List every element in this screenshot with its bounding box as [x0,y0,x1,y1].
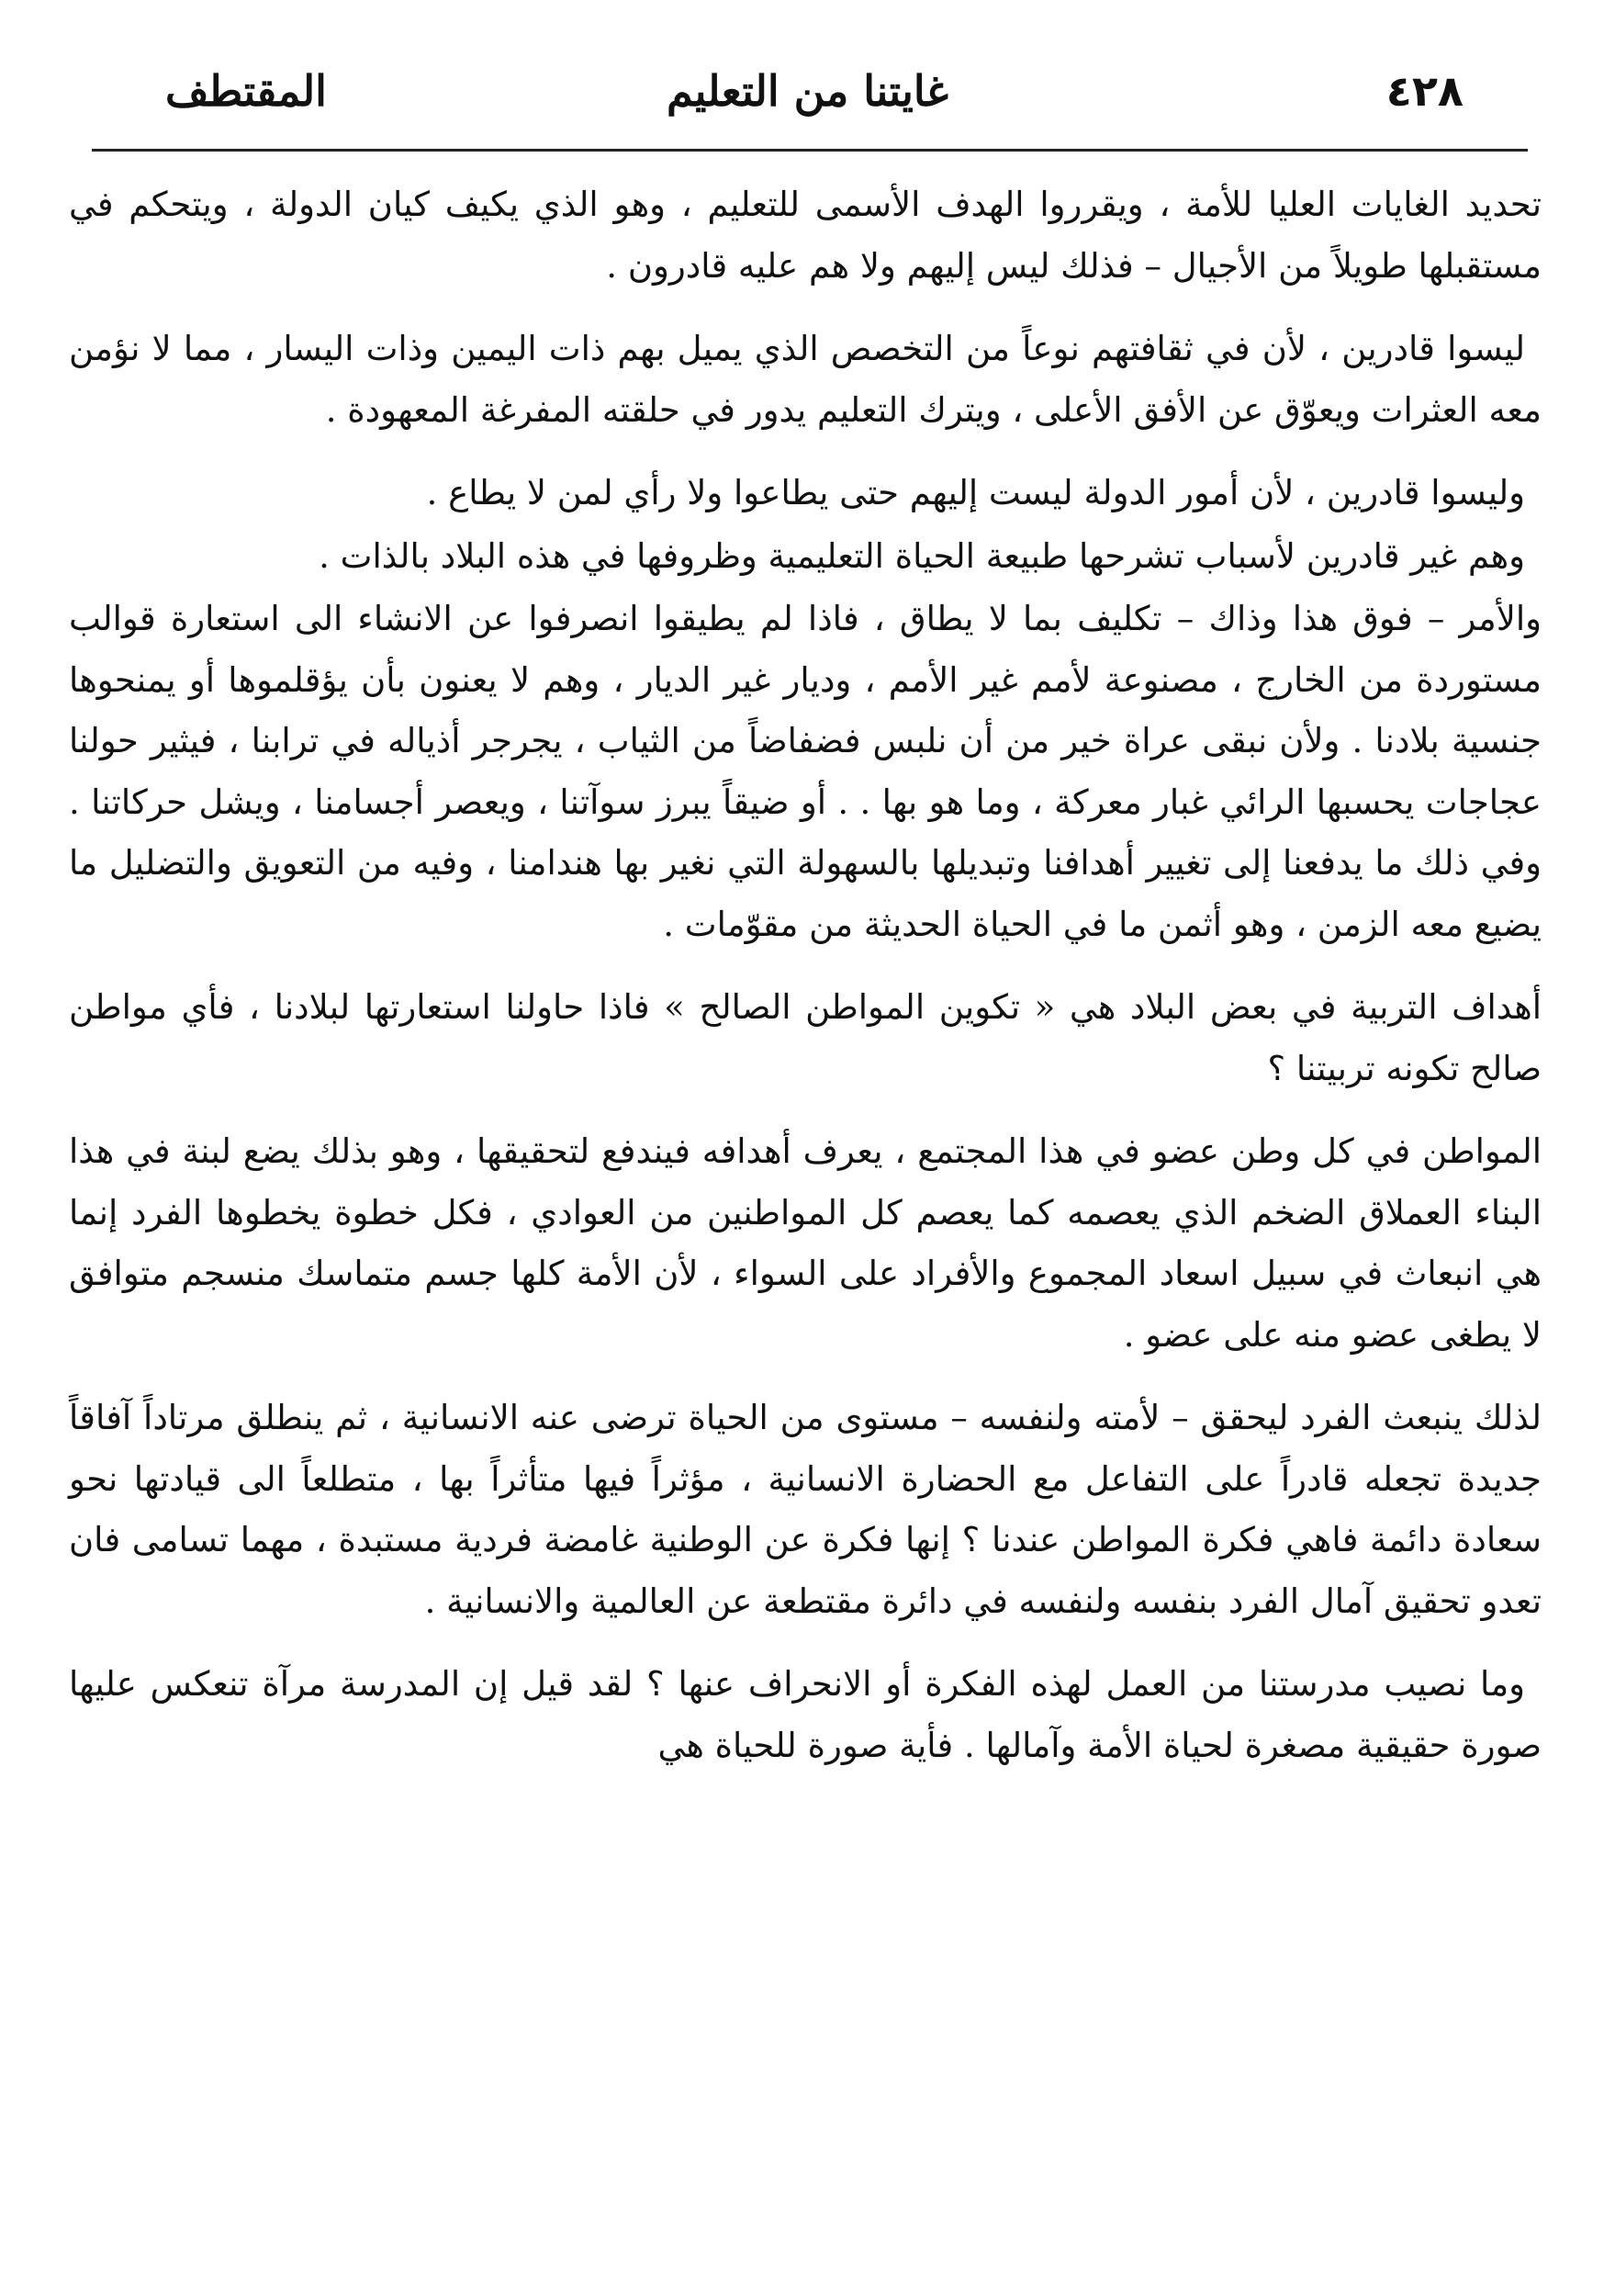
paragraph: المواطن في كل وطن عضو في هذا المجتمع ، يعرف أهدافه فيندفع لتحقيقها ، وهو بذلك يضع لبنة في هذا البناء العملاق الضخم الذي يعصمه كما يعصم كل المواطنين من العوادي ، فكل خطوة يخطوها الفرد إنما هي انبعاث في سبيل اسعاد المجموع والأفراد على السواء ، لأن الأمة كلها جسم متماسك منسجم متوافق لا يطغى عضو منه على عضو . [69,1131,1542,1355]
journal-name: المقتطف [165,66,327,116]
paragraph: لذلك ينبعث الفرد ليحقق – لأمته ولنفسه – مستوى من الحياة ترضى عنه الانسانية ، ثم ينطلق مرتاداً آفاقاً جديدة تجعله قادراً على التفاعل مع الحضارة الانسانية ، مؤثراً فيها متأثراً بها ، متطلعاً الى قيادتها نحو سعادة دائمة فاهي فكرة المواطن عندنا ؟ إنها فكرة عن الوطنية غامضة فردية مستبدة ، مهما تسامى فان تعدو تحقيق آمال الفرد بنفسه ولنفسه في دائرة مقتطعة عن العالمية والانسانية . [69,1398,1542,1621]
running-header [87,66,1528,130]
paragraph: أهداف التربية في بعض البلاد هي « تكوين المواطن الصالح » فاذا حاولنا استعارتها لبلادنا ، فأي مواطن صالح تكونه تربيتنا ؟ [69,987,1542,1088]
page-number: ٤٢٨ [1385,66,1464,116]
paragraph: والأمر – فوق هذا وذاك – تكليف بما لا يطاق ، فاذا لم يطيقوا انصرفوا عن الانشاء الى استعارة قوالب مستوردة من الخارج ، مصنوعة لأمم غير الأمم ، وديار غير الديار ، وهم لا يعنون بأن يؤقلموها أو يمنحوها جنسية بلادنا . ولأن نبقى عراة خير من أن نلبس فضفاضاً من الثياب ، يجرجر أذياله في ترابنا ، فيثير حولنا عجاجات يحسبها الرائي غبار معركة ، وما هو بها . . أو ضيقاً يبرز سوآتنا ، ويعصر أجسامنا ، ويشل حركاتنا . وفي ذلك ما يدفعنا إلى تغيير أهدافنا وتبديلها بالسهولة التي نغير بها هندامنا ، وفيه من التعويق والتضليل ما يضيع معه الزمن ، وهو أثمن ما في الحياة الحديثة من مقوّمات . [69,599,1542,944]
header-rule [92,149,1528,152]
paragraph: وهم غير قادرين لأسباب تشرحها طبيعة الحياة التعليمية وظروفها في هذه البلاد بالذات . [319,535,1525,576]
paragraph: ليسوا قادرين ، لأن في ثقافتهم نوعاً من التخصص الذي يميل بهم ذات اليمين وذات اليسار ، مما لا نؤمن معه العثرات ويعوّق عن الأفق الأعلى ، ويترك التعليم يدور في حلقته المفرغة المعهودة . [69,329,1542,430]
article-title: غايتنا من التعليم [667,66,948,116]
paragraph: وليسوا قادرين ، لأن أمور الدولة ليست إليهم حتى يطاعوا ولا رأي لمن لا يطاع . [426,473,1525,512]
article-body [69,174,1542,1798]
paragraph: تحديد الغايات العليا للأمة ، ويقرروا الهدف الأسمى للتعليم ، وهو الذي يكيف كيان الدولة ، ويتحكم في مستقبلها طويلاً من الأجيال – فذلك ليس إليهم ولا هم عليه قادرون . [69,185,1542,286]
paragraph: وما نصيب مدرستنا من العمل لهذه الفكرة أو الانحراف عنها ؟ لقد قيل إن المدرسة مرآة تنعكس عليها صورة حقيقية مصغرة لحياة الأمة وآمالها . فأية صورة للحياة هي [69,1664,1542,1765]
